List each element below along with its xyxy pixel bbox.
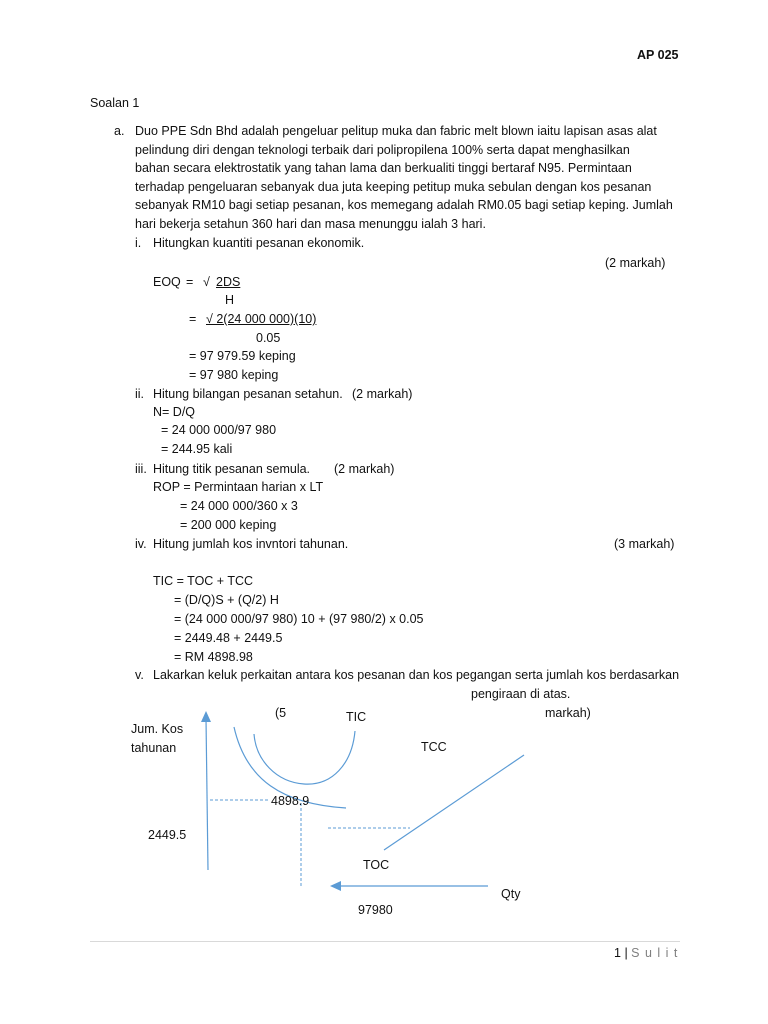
y-axis-line [206,718,208,870]
item-ii-marks: (2 markah) [352,387,413,401]
item-v-question: Lakarkan keluk perkaitan antara kos pesanan dan kos pegangan serta jumlah kos berdasarkan [153,668,680,682]
paragraph-line: bahan secara elektrostatik yang tahan lama dan berkualiti tinggi bertaraf N95. Permintaan [135,161,632,176]
part-a-label: a. [114,124,125,138]
toc-curve-label: TOC [363,858,390,872]
total-cost-value: 4898.9 [271,794,310,808]
question-title: Soalan 1 [90,96,140,110]
item-iii-question: Hitung titik pesanan semula. [153,462,311,476]
eoq-result-rounded: = 97 980 keping [189,368,279,382]
tic-formula: TIC = TOC + TCC [153,574,254,588]
x-axis-label: Qty [501,887,521,901]
confidential-label: S u l i t [631,946,679,960]
eoq-denominator-values: 0.05 [256,331,281,345]
item-v-marks-close: markah) [545,706,591,720]
item-ii-label: ii. [135,387,145,401]
document-code: AP 025 [637,48,679,62]
eoq-denominator: H [225,293,235,307]
paragraph-line: pelindung diri dengan teknologi terbaik dari polipropilena 100% serta dapat menghasilkan [135,142,630,157]
x-axis-arrowhead [330,881,341,891]
item-v-marks-open: (5 [275,706,287,720]
equals-sign: = [189,312,197,326]
rop-substitution: = 24 000 000/360 x 3 [180,499,298,513]
tic-curve [254,731,355,784]
rop-formula: ROP = Permintaan harian x LT [153,480,324,494]
orders-result: = 244.95 kali [161,442,233,456]
rop-result: = 200 000 keping [180,518,277,532]
paragraph-line: hari bekerja setahun 360 hari dan masa menunggu ialah 3 hari. [135,216,486,231]
item-iv-marks: (3 markah) [614,537,675,551]
y-axis-label: tahunan [131,741,177,755]
tic-curve-label: TIC [346,710,367,724]
item-iv-label: iv. [135,537,147,551]
footer-divider [90,941,680,942]
eoq-result: = 97 979.59 keping [189,349,296,363]
eoq-label: EOQ [153,275,181,289]
orders-formula: N= D/Q [153,405,196,419]
item-iii-label: iii. [135,462,147,476]
item-i-label: i. [135,236,142,250]
item-ii-question: Hitung bilangan pesanan setahun. [153,387,343,401]
item-iii-marks: (2 markah) [334,462,395,476]
page-number: 1 [614,946,621,960]
eoq-numerator-values: √ 2(24 000 000)(10) [206,312,317,326]
min-cost-value: 2449.5 [148,828,187,842]
eoq-numerator: 2DS [216,275,241,289]
tic-result: = RM 4898.98 [174,650,253,664]
item-i-question: Hitungkan kuantiti pesanan ekonomik. [153,236,365,250]
tcc-line-label: TCC [421,740,447,754]
y-axis-label: Jum. Kos [131,722,184,736]
y-axis-arrowhead [201,711,211,722]
tic-partial-sum: = 2449.48 + 2449.5 [174,631,283,645]
paragraph-line: terhadap pengeluaran sebanyak dua juta keeping petitup muka sebulan dengan kos pesanan [135,179,652,194]
item-v-label: v. [135,668,144,682]
eoq-quantity-value: 97980 [358,903,393,917]
item-i-marks: (2 markah) [605,256,666,270]
tic-substitution: = (24 000 000/97 980) 10 + (97 980/2) x 0.05 [174,612,424,626]
sqrt-symbol: √ [203,275,210,289]
equals-sign: = [186,275,194,289]
tcc-line [384,755,524,850]
orders-substitution: = 24 000 000/97 980 [161,423,277,437]
paragraph-line: sebanyak RM10 bagi setiap pesanan, kos memegang adalah RM0.05 bagi setiap keping. Jumlah [135,198,673,213]
footer-separator: | [624,946,628,960]
paragraph-line: Duo PPE Sdn Bhd adalah pengeluar pelitup muka dan fabric melt blown iaitu lapisan asas alat [135,124,657,138]
item-v-question-cont: pengiraan di atas. [471,687,571,701]
footer [614,945,678,961]
item-iv-question: Hitung jumlah kos invntori tahunan. [153,537,349,551]
tic-expression: = (D/Q)S + (Q/2) H [174,593,279,607]
